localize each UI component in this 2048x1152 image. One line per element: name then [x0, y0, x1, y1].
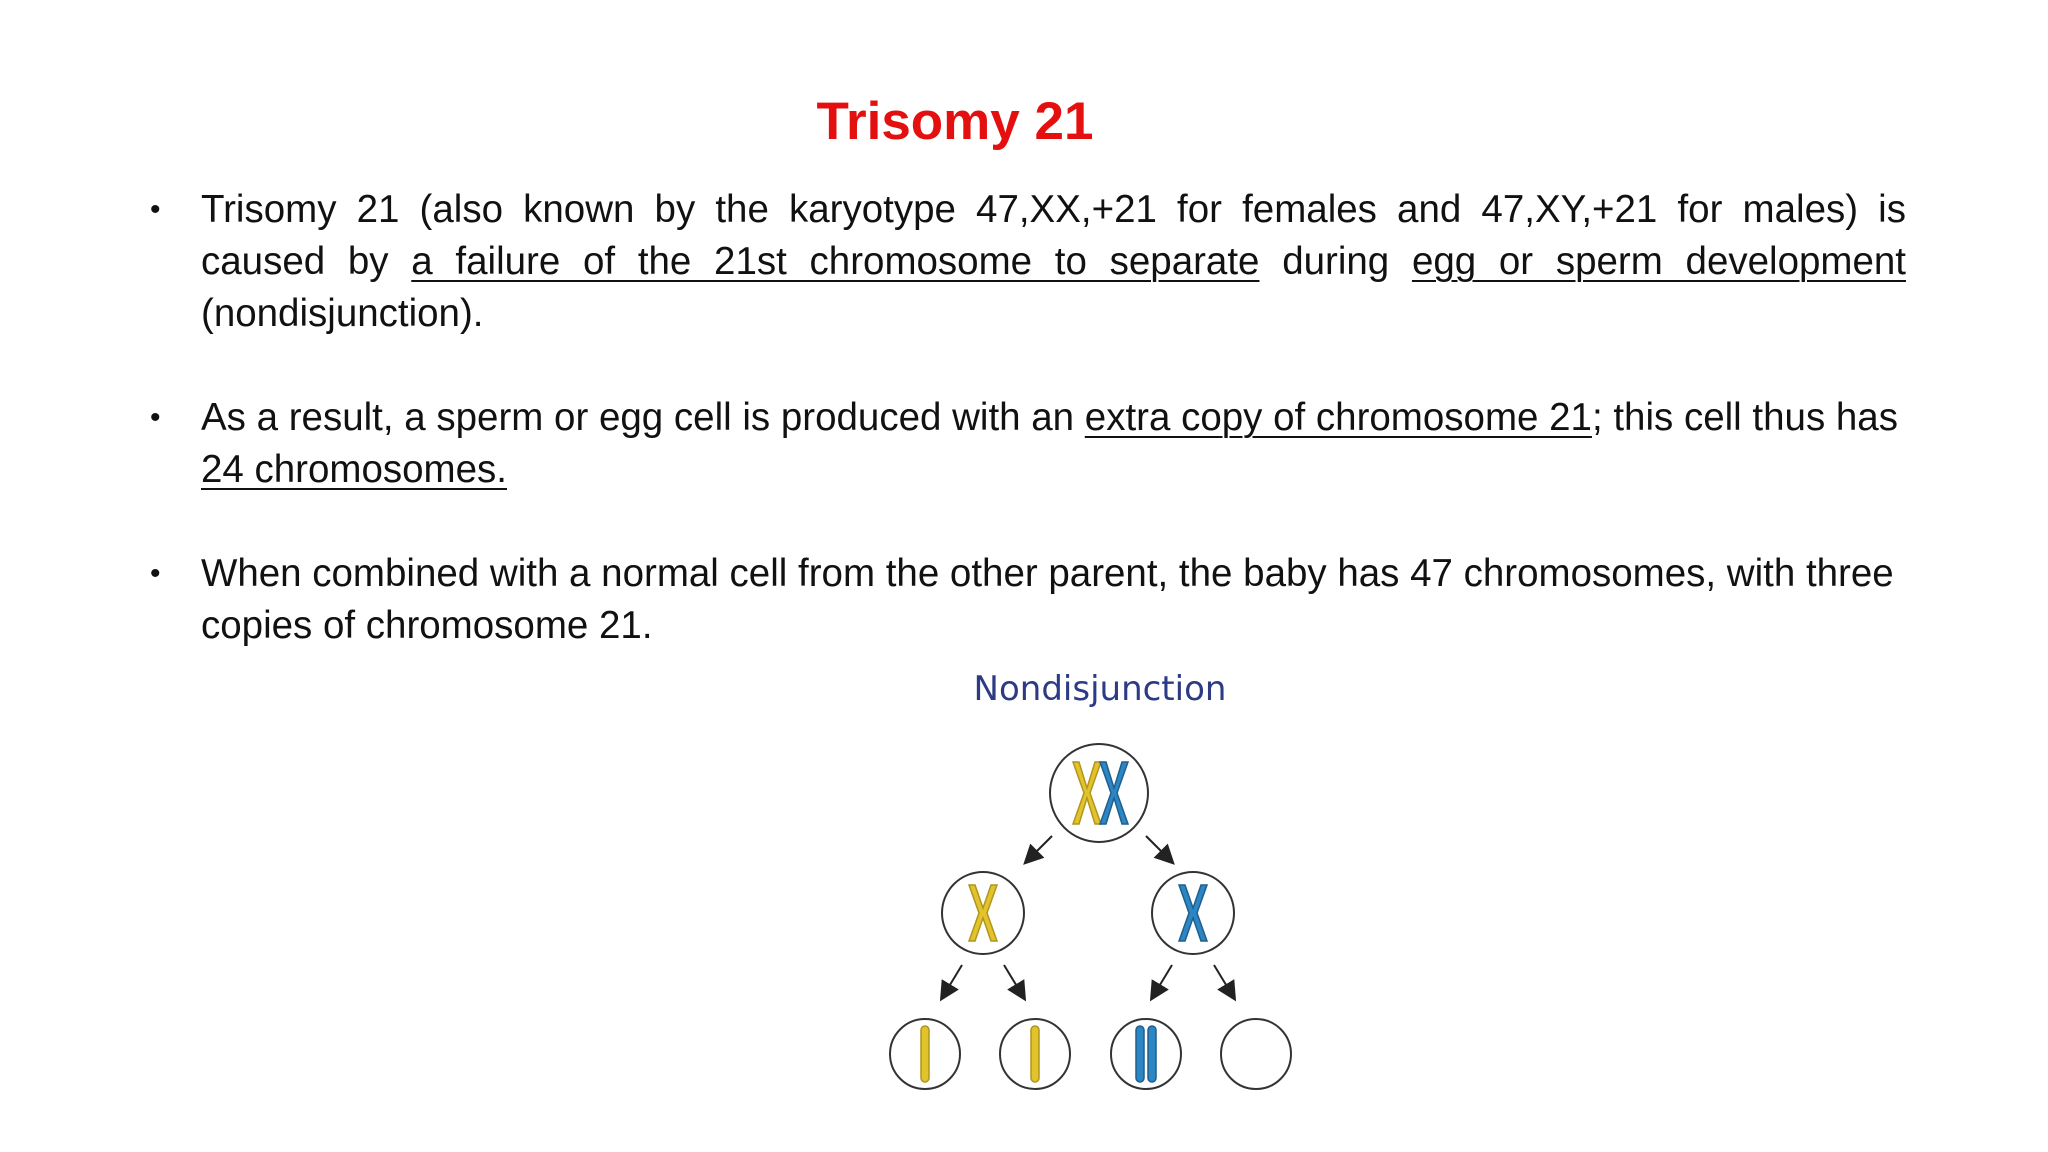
bullet-text: during [1259, 240, 1412, 283]
bullet-item-combined [146, 548, 1906, 652]
parent-cell [1050, 744, 1148, 842]
chromatid-yellow [921, 1026, 929, 1082]
arrow [1146, 836, 1172, 862]
arrow [1026, 836, 1052, 862]
arrow [1004, 965, 1024, 998]
underlined-text: egg or sperm development [1411, 240, 1906, 283]
arrow [1214, 965, 1234, 998]
arrow [942, 965, 962, 998]
bullet-item-karyotype [146, 184, 1906, 340]
diagram-graphic [880, 668, 1320, 1108]
bullet-text: Trisomy 21 (also known by the karyotype 47,XX,+21 for females and 47,XY,+21 for males) is caused by [201, 188, 1906, 283]
bullet-text: ; this cell thus has [1591, 396, 1898, 439]
bullet-dot: • [150, 401, 161, 434]
underlined-text: 24 chromosomes. [201, 448, 507, 491]
chromatid-blue [1136, 1026, 1144, 1082]
underlined-text: extra copy of chromosome 21 [1084, 396, 1592, 439]
slide-title: Trisomy 21 [816, 92, 1094, 151]
arrow [1152, 965, 1172, 998]
diagram-title: Nondisjunction [973, 669, 1227, 709]
bullet-list [146, 184, 1906, 704]
bullet-text: When combined with a normal cell from the other parent, the baby has 47 chromosomes, with three copies of chromosome 21. [201, 552, 1894, 647]
underlined-text: a failure of the 21st chromosome to separate [411, 240, 1260, 283]
gamete-cell-extra [1111, 1019, 1181, 1089]
nondisjunction-diagram [880, 668, 1320, 1108]
bullet-text: As a result, a sperm or egg cell is produced with an [201, 396, 1085, 439]
chromatid-blue [1148, 1026, 1156, 1082]
chromatid-yellow [1031, 1026, 1039, 1082]
bullet-item-result [146, 392, 1906, 496]
gamete-cell-empty [1221, 1019, 1291, 1089]
bullet-dot: • [150, 557, 161, 590]
bullet-dot: • [150, 193, 161, 226]
bullet-text: (nondisjunction). [201, 292, 484, 335]
